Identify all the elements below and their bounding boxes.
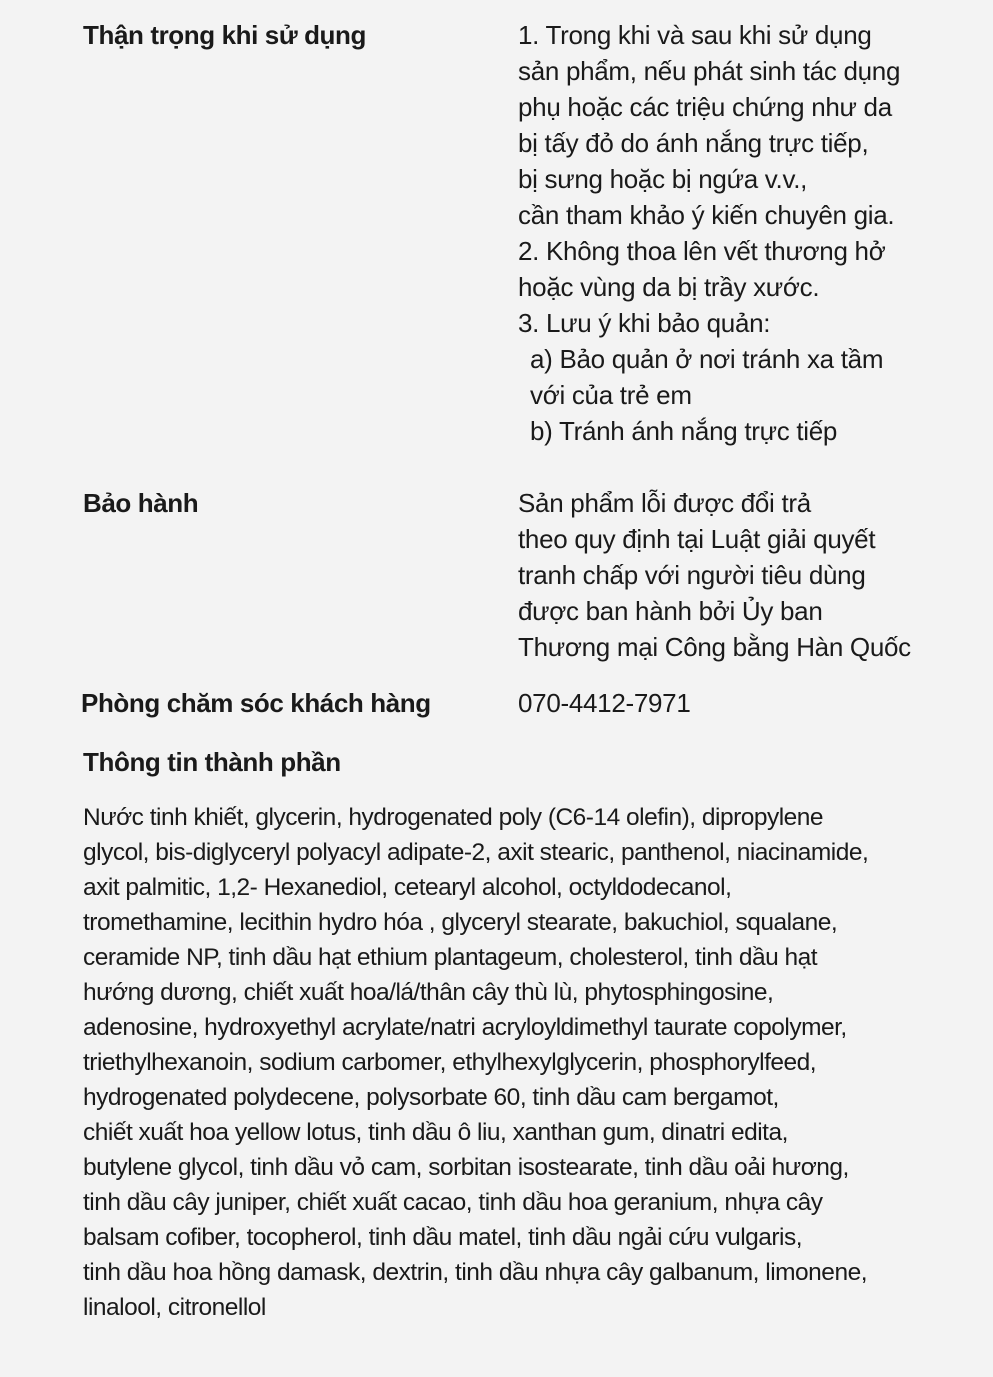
caution-line: a) Bảo quản ở nơi tránh xa tầm xyxy=(530,344,884,374)
ingredients-line: chiết xuất hoa yellow lotus, tinh dầu ô liu, xanthan gum, dinatri edita, xyxy=(83,1119,788,1146)
ingredients-title: Thông tin thành phần xyxy=(83,747,341,777)
ingredients-line: tromethamine, lecithin hydro hóa , glyceryl stearate, bakuchiol, squalane, xyxy=(83,909,838,936)
ingredients-line: balsam cofiber, tocopherol, tinh dầu matel, tinh dầu ngải cứu vulgaris, xyxy=(83,1224,803,1251)
spec-label-customer-service: Phòng chăm sóc khách hàng xyxy=(81,688,431,718)
caution-line: b) Tránh ánh nắng trực tiếp xyxy=(530,416,838,446)
ingredients-line: hydrogenated polydecene, polysorbate 60, tinh dầu cam bergamot, xyxy=(83,1084,779,1111)
ingredients-line: adenosine, hydroxyethyl acrylate/natri acryloyldimethyl taurate copolymer, xyxy=(83,1014,847,1041)
spec-value-caution xyxy=(518,17,900,449)
spec-label-warranty: Bảo hành xyxy=(83,488,199,518)
ingredients-list xyxy=(83,800,963,1325)
warranty-line: được ban hành bởi Ủy ban xyxy=(518,596,823,626)
ingredients-line: Nước tinh khiết, glycerin, hydrogenated poly (C6-14 olefin), dipropylene xyxy=(83,804,824,831)
caution-line: cần tham khảo ý kiến chuyên gia. xyxy=(518,200,895,230)
caution-line: 2. Không thoa lên vết thương hở xyxy=(518,236,886,266)
ingredients-line: tinh dầu hoa hồng damask, dextrin, tinh dầu nhựa cây galbanum, limonene, xyxy=(83,1259,867,1286)
warranty-line: Sản phẩm lỗi được đổi trả xyxy=(518,488,811,518)
spec-label-caution: Thận trọng khi sử dụng xyxy=(83,20,367,50)
ingredients-line: axit palmitic, 1,2- Hexanediol, cetearyl alcohol, octyldodecanol, xyxy=(83,874,732,901)
caution-line: sản phẩm, nếu phát sinh tác dụng xyxy=(518,56,901,86)
warranty-line: theo quy định tại Luật giải quyết xyxy=(518,524,876,554)
customer-service-phone: 070-4412-7971 xyxy=(518,688,691,718)
ingredients-line: linalool, citronellol xyxy=(83,1294,266,1321)
caution-line: 1. Trong khi và sau khi sử dụng xyxy=(518,20,872,50)
ingredients-line: butylene glycol, tinh dầu vỏ cam, sorbitan isostearate, tinh dầu oải hương, xyxy=(83,1154,849,1181)
ingredients-line: glycol, bis-diglyceryl polyacyl adipate-2, axit stearic, panthenol, niacinamide, xyxy=(83,839,869,866)
spec-value-customer-service xyxy=(518,685,690,721)
warranty-line: tranh chấp với người tiêu dùng xyxy=(518,560,866,590)
ingredients-line: triethylhexanoin, sodium carbomer, ethylhexylglycerin, phosphorylfeed, xyxy=(83,1049,817,1076)
caution-line: bị tấy đỏ do ánh nắng trực tiếp, xyxy=(518,128,869,158)
ingredients-line: hướng dương, chiết xuất hoa/lá/thân cây thù lù, phytosphingosine, xyxy=(83,979,774,1006)
spec-value-warranty xyxy=(518,485,911,665)
caution-line: bị sưng hoặc bị ngứa v.v., xyxy=(518,164,808,194)
caution-line: hoặc vùng da bị trầy xước. xyxy=(518,272,820,302)
caution-line: với của trẻ em xyxy=(530,380,692,410)
caution-line: 3. Lưu ý khi bảo quản: xyxy=(518,308,771,338)
ingredients-line: tinh dầu cây juniper, chiết xuất cacao, tinh dầu hoa geranium, nhựa cây xyxy=(83,1189,823,1216)
caution-line: phụ hoặc các triệu chứng như da xyxy=(518,92,892,122)
warranty-line: Thương mại Công bằng Hàn Quốc xyxy=(518,632,911,662)
ingredients-line: ceramide NP, tinh dầu hạt ethium plantageum, cholesterol, tinh dầu hạt xyxy=(83,944,818,971)
